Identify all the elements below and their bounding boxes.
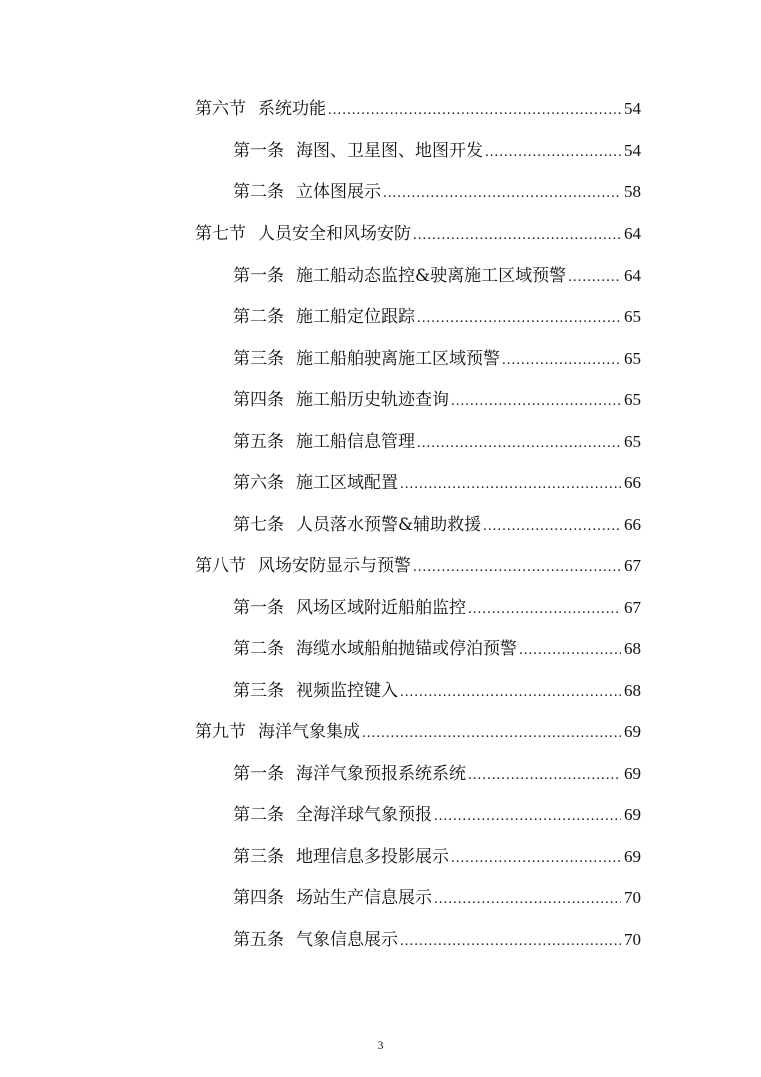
toc-entry-article[interactable]: [233, 925, 641, 955]
toc-entry-label: 第三条: [233, 847, 284, 867]
toc-entry-article[interactable]: [233, 302, 641, 332]
toc-entry-article[interactable]: [233, 593, 641, 623]
toc-entry-article[interactable]: [233, 385, 641, 415]
toc-entry-page: 70: [624, 888, 641, 907]
toc-entry-article[interactable]: [233, 136, 641, 166]
toc-entry-article[interactable]: [233, 261, 641, 291]
dot-leader: [362, 718, 621, 748]
toc-entry-label: 第一条: [233, 141, 284, 161]
toc-entry-label: 第六节: [195, 99, 246, 119]
toc-entry-label: 第二条: [233, 805, 284, 825]
dot-leader: [468, 594, 621, 624]
toc-entry-page: 69: [624, 722, 641, 741]
toc-entry-title: 立体图展示: [296, 182, 381, 202]
toc-entry-title: 人员安全和风场安防: [258, 224, 411, 244]
dot-leader: [519, 635, 621, 665]
toc-entry-label: 第七条: [233, 515, 284, 535]
toc-entry-article[interactable]: [233, 676, 641, 706]
toc-entry-label: 第二条: [233, 307, 284, 327]
dot-leader: [483, 511, 621, 541]
toc-entry-title: 地理信息多投影展示: [296, 847, 449, 867]
toc-entry-title: 风场区域附近船舶监控: [296, 598, 466, 618]
dot-leader: [328, 95, 621, 125]
toc-entry-page: 65: [624, 432, 641, 451]
toc-entry-title: 施工船动态监控&驶离施工区域预警: [296, 266, 567, 286]
dot-leader: [383, 178, 621, 208]
toc-entry-page: 70: [624, 930, 641, 949]
toc-entry-label: 第五条: [233, 432, 284, 452]
dot-leader: [417, 303, 621, 333]
toc-entry-page: 69: [624, 764, 641, 783]
toc-entry-section-7[interactable]: [195, 219, 641, 249]
toc-entry-label: 第八节: [195, 556, 246, 576]
toc-entry-page: 65: [624, 307, 641, 326]
toc-entry-article[interactable]: [233, 427, 641, 457]
toc-entry-title: 场站生产信息展示: [296, 888, 432, 908]
toc-entry-page: 69: [624, 805, 641, 824]
toc-entry-label: 第一条: [233, 266, 284, 286]
dot-leader: [400, 677, 621, 707]
dot-leader: [413, 552, 621, 582]
dot-leader: [400, 926, 621, 956]
dot-leader: [400, 469, 621, 499]
toc-entry-title: 施工区域配置: [296, 473, 398, 493]
toc-entry-article[interactable]: [233, 510, 641, 540]
dot-leader: [417, 428, 621, 458]
toc-entry-article[interactable]: [233, 634, 641, 664]
toc-entry-article[interactable]: [233, 800, 641, 830]
toc-entry-page: 67: [624, 556, 641, 575]
toc-entry-section-9[interactable]: [195, 717, 641, 747]
toc-entry-title: 气象信息展示: [296, 930, 398, 950]
toc-entry-page: 65: [624, 390, 641, 409]
toc-entry-title: 海缆水域船舶抛锚或停泊预警: [296, 639, 517, 659]
toc-entry-section-6[interactable]: [195, 94, 641, 124]
toc-entry-title: 海洋气象集成: [258, 722, 360, 742]
toc-entry-page: 68: [624, 681, 641, 700]
toc-entry-label: 第三条: [233, 681, 284, 701]
toc-entry-page: 68: [624, 639, 641, 658]
dot-leader: [451, 386, 621, 416]
toc-entry-label: 第六条: [233, 473, 284, 493]
toc-entry-page: 66: [624, 473, 641, 492]
toc-entry-page: 66: [624, 515, 641, 534]
toc-entry-label: 第三条: [233, 349, 284, 369]
toc-entry-title: 风场安防显示与预警: [258, 556, 411, 576]
toc-entry-title: 施工船舶驶离施工区域预警: [296, 349, 500, 369]
toc-entry-title: 系统功能: [258, 99, 326, 119]
page-number: 3: [377, 1038, 384, 1052]
dot-leader: [502, 345, 621, 375]
toc-entry-page: 54: [624, 99, 641, 118]
toc-entry-page: 64: [624, 224, 641, 243]
toc-entry-label: 第一条: [233, 598, 284, 618]
toc-entry-page: 69: [624, 847, 641, 866]
toc-entry-label: 第四条: [233, 888, 284, 908]
dot-leader: [468, 760, 621, 790]
toc-entry-title: 海洋气象预报系统系统: [296, 764, 466, 784]
toc-entry-label: 第九节: [195, 722, 246, 742]
toc-entry-label: 第二条: [233, 639, 284, 659]
toc-entry-label: 第一条: [233, 764, 284, 784]
toc-entry-article[interactable]: [233, 177, 641, 207]
toc-entry-section-8[interactable]: [195, 551, 641, 581]
dot-leader: [413, 220, 621, 250]
dot-leader: [434, 884, 621, 914]
toc-entry-page: 64: [624, 266, 641, 285]
toc-entry-page: 54: [624, 141, 641, 160]
toc-entry-title: 人员落水预警&辅助救援: [296, 515, 482, 535]
toc-entry-title: 施工船信息管理: [296, 432, 415, 452]
toc-entry-label: 第四条: [233, 390, 284, 410]
toc-entry-article[interactable]: [233, 759, 641, 789]
dot-leader: [485, 137, 621, 167]
toc-entry-title: 海图、卫星图、地图开发: [296, 141, 483, 161]
toc-entry-title: 施工船历史轨迹查询: [296, 390, 449, 410]
toc-entry-article[interactable]: [233, 468, 641, 498]
toc-entry-page: 58: [624, 182, 641, 201]
dot-leader: [434, 801, 621, 831]
toc-entry-label: 第五条: [233, 930, 284, 950]
toc-entry-title: 施工船定位跟踪: [296, 307, 415, 327]
toc-entry-page: 67: [624, 598, 641, 617]
toc-entry-label: 第七节: [195, 224, 246, 244]
toc-entry-article[interactable]: [233, 344, 641, 374]
toc-entry-article[interactable]: [233, 883, 641, 913]
toc-entry-title: 视频监控键入: [296, 681, 398, 701]
dot-leader: [451, 843, 621, 873]
toc-entry-title: 全海洋球气象预报: [296, 805, 432, 825]
toc-entry-article[interactable]: [233, 842, 641, 872]
toc-entry-label: 第二条: [233, 182, 284, 202]
toc-entry-page: 65: [624, 349, 641, 368]
dot-leader: [568, 262, 621, 292]
